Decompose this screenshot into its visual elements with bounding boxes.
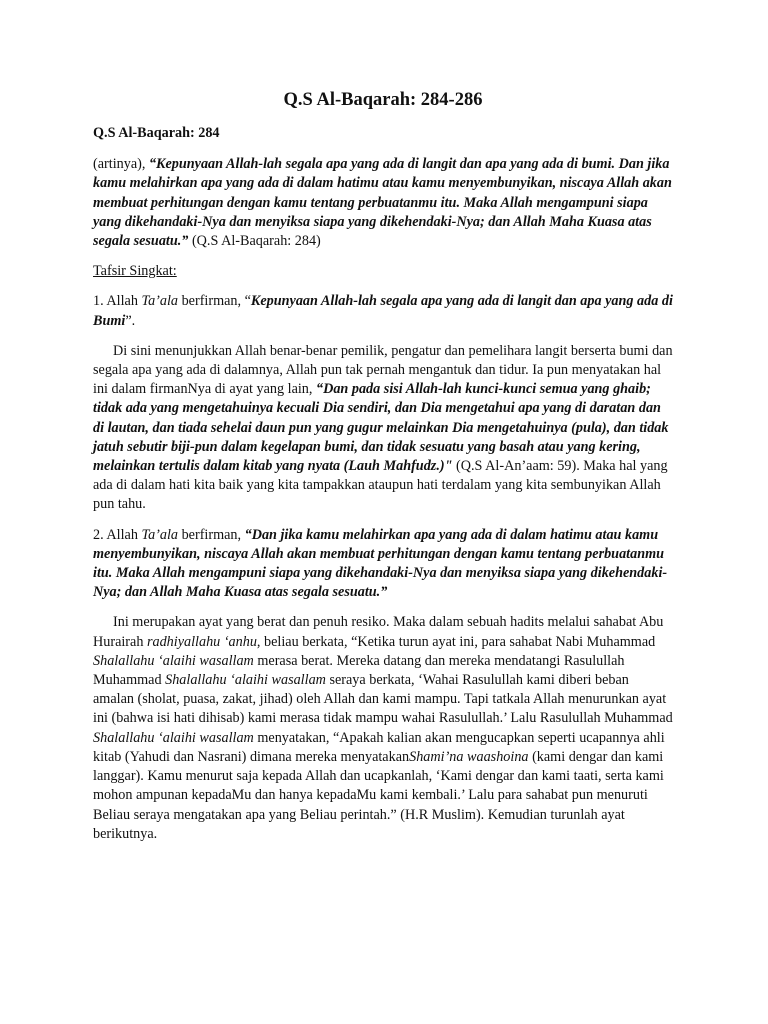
point-1-quote: Kepunyaan Allah-lah segala apa yang ada di langit dan apa yang ada di Bumi [93, 293, 673, 329]
point-1-end: ”. [125, 312, 136, 329]
para-1-quote: “Dan pada sisi Allah-lah kunci-kunci semua yang ghaib; tidak ada yang mengetahuinya kecuali Dia sendiri, dan Dia mengetahui apa yang di daratan dan di lautan, dan tiada sehelai daun pun yang gugur melainkan Dia mengetahuinya (pula), dan tidak jatuh sebutir biji-pun dalam kegelapan bumi, dan tidak sesuatu yang basah atau yang kering, melainkan tertulis dalam kitab yang nyata (Lauh Mahfudz.)" [93, 381, 669, 475]
para-2-italic-1: radhiyallahu ‘anhu [146, 633, 257, 650]
intro-prefix: (artinya), [93, 156, 149, 173]
point-2-verb: berfirman, [178, 526, 245, 543]
intro-reference: (Q.S Al-Baqarah: 284) [188, 233, 321, 250]
point-2-taala: Ta’ala [141, 526, 179, 543]
point-1-verb: berfirman, “ [178, 293, 251, 310]
explanation-paragraph-2 [93, 613, 673, 843]
point-2-lead: 2. Allah [93, 526, 142, 543]
para-2-italic-2: Shalallahu ‘alaihi wasallam [93, 652, 254, 669]
para-1-text-a: Di sini menunjukkan Allah benar-benar pemilik, pengatur dan pemelihara langit berserta bumi dan segala apa yang ada di dalamnya, Allah pun tak pernah mengantuk dan tidur. Ia pun menyatakan hal ini dalam firmanNya di ayat yang lain, [93, 342, 673, 398]
para-1-text-b: (Q.S Al-An’aam: 59). Maka hal yang ada di dalam hati kita baik yang kita tampakkan ataupun hati terdalam yang kita sembunyikan Allah pun tahu. [93, 458, 668, 513]
para-2-text-5: menyatakan, “Apakah kalian akan mengucapkan seperti ucapannya ahli kitab (Yahudi dan Nasrani) dimana mereka menyatakan [93, 729, 665, 765]
para-2-text-4: seraya berkata, ‘Wahai Rasulullah kami diberi beban amalan (sholat, puasa, zakat, jihad) oleh Allah dan kami mampu. Tapi tatkala Allah menurunkan ayat ini (bahwa isi hati dihisab) kami merasa tidak mampu wahai Rasulullah.’ Lalu Rasulullah Muhammad [93, 672, 673, 727]
point-2 [93, 526, 673, 603]
page-title: Q.S Al-Baqarah: 284-286 [283, 90, 483, 110]
para-2-text-6: (kami dengar dan kami langgar). Kamu menurut saja kepada Allah dan ucapkanlah, ‘Kami dengar dan kami taati, serta kami mohon ampunan kepadaMu dan hanya kepadaMu kami kembali.’ Lalu para sahabat pun menuruti Beliau seraya mengatakan apa yang Beliau perintah.” (H.R Muslim). Kemudian turunlah ayat berikutnya. [93, 748, 664, 842]
intro-paragraph [93, 155, 673, 251]
para-2-text-1: Ini merupakan ayat yang berat dan penuh resiko. Maka dalam sebuah hadits melalui sahabat Abu Hurairah [93, 614, 664, 650]
para-2-text-3: merasa berat. Mereka datang dan mereka mendatangi Rasulullah Muhammad [93, 652, 625, 689]
point-1-taala: Ta’ala [141, 293, 179, 310]
point-1 [93, 292, 673, 330]
para-2-italic-3: Shalallahu ‘alaihi wasallam [165, 672, 326, 689]
para-2-italic-4: Shalallahu ‘alaihi wasallam [93, 729, 254, 746]
point-1-lead: 1. Allah [93, 293, 142, 310]
point-2-quote: “Dan jika kamu melahirkan apa yang ada di dalam hatimu atau kamu menyembunyikan, niscaya Allah akan membuat perhitungan dengan kamu tentang perbuatanmu itu. Maka Allah mengampuni siapa yang dikehandaki-Nya dan menyiksa siapa yang dikehendaki-Nya; dan Allah Maha Kuasa atas segala sesuatu.” [93, 526, 668, 601]
intro-quote: “Kepunyaan Allah-lah segala apa yang ada di langit dan apa yang ada di bumi. Dan jika kamu melahirkan apa yang ada di dalam hatimu atau kamu menyembunyikan, niscaya Allah akan membuat perhitungan dengan kamu tentang perbuatanmu itu. Maka Allah mengampuni siapa yang dikehandaki-Nya dan menyiksa siapa yang dikehendaki-Nya; dan Allah Maha Kuasa atas segala sesuatu.” [93, 156, 672, 250]
tafsir-heading: Tafsir Singkat: [93, 263, 177, 280]
explanation-paragraph-1 [93, 342, 673, 515]
verse-subheading: Q.S Al-Baqarah: 284 [93, 125, 220, 141]
para-2-text-2: , beliau berkata, “Ketika turun ayat ini, para sahabat Nabi Muhammad [256, 633, 656, 650]
para-2-italic-5: Shami’na waashoina [409, 748, 529, 765]
document-page [93, 88, 673, 855]
